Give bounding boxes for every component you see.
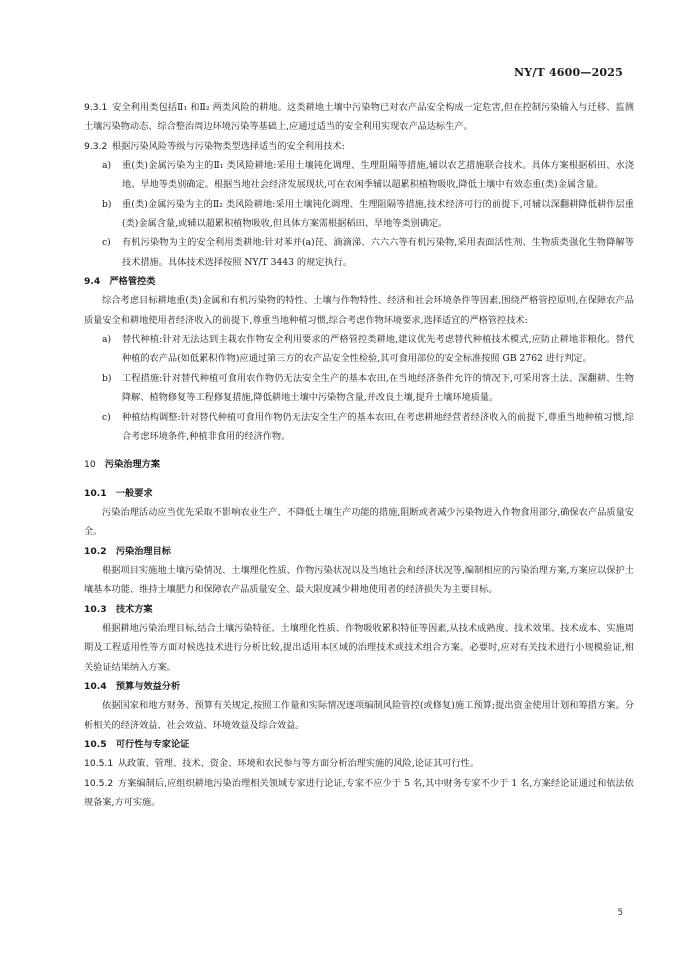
heading-title: 预算与效益分析	[115, 680, 181, 692]
clause-text: 方案编制后,应组织耕地污染治理相关领域专家进行论证,专家不应少于 5 名,其中财务专家不少于 1 名,方案经论证通过和依法依规备案,方可实施。	[84, 777, 634, 809]
heading-title: 污染治理目标	[115, 545, 171, 557]
clause-10-5-1	[84, 754, 634, 773]
clause-number: 9.3.1	[84, 102, 108, 113]
clause-text: 根据污染风险等级与污染物类型选择适当的安全利用技术:	[111, 140, 345, 152]
heading-10-5	[84, 735, 634, 754]
document-code-header: NY/T 4600—2025	[514, 66, 623, 79]
heading-10-1	[84, 484, 634, 503]
paragraph: 污染治理活动应当优先采取不影响农业生产、不降低土壤生产功能的措施,阻断或者减少污染物进入作物食用部分,确保农产品质量安全。	[84, 506, 634, 538]
list-item-text: 工程措施:针对替代种植可食用农作物仍无法安全生产的基本农田,在当地经济条件允许的情况下,可采用客土法、深翻耕、生物降解、植物修复等工程修复措施,降低耕地土壤中污染物含量,并改良土壤,提升土壤环境质量。	[122, 372, 634, 404]
heading-title: 污染治理方案	[104, 459, 161, 471]
heading-10-4	[84, 677, 634, 696]
clause-text: 从政策、管理、技术、资金、环境和农民参与等方面分析治理实施的风险,论证其可行性。	[117, 758, 480, 770]
heading-number: 10.5	[84, 739, 107, 750]
clause-9-3-2	[84, 137, 634, 156]
list-item-text: 重(类)金属污染为主的Ⅱ₁ 类风险耕地:采用土壤钝化调理、生理阻隔等措施,辅以农艺措施联合技术。具体方案根据稻田、水浇地、旱地等类别确定。根据当地社会经济发展现状,可在农闲季辅以超累积植物吸收,降低土壤中有效态重(类)金属含量。	[122, 160, 634, 191]
list-item-label: b)	[102, 372, 112, 384]
heading-number: 10.2	[84, 545, 107, 557]
document-body	[84, 98, 634, 812]
list-item-label: a)	[102, 334, 112, 346]
clause-9-3-1	[84, 98, 634, 137]
clause-10-5-2	[84, 774, 634, 813]
heading-title: 严格管控类	[109, 276, 156, 288]
heading-10-2	[84, 542, 634, 561]
clause-text: 安全利用类包括Ⅱ₁ 和Ⅱ₂ 两类风险的耕地。这类耕地土壤中污染物已对农产品安全构成一定危害,但在控制污染输入与迁移、监测土壤污染物动态、综合整治周边环境污染等基础上,应通过适当的安全利用实现农产品达标生产。	[84, 102, 634, 133]
clause-number: 10.5.1	[84, 758, 114, 770]
heading-10-3	[84, 600, 634, 619]
list-item-label: b)	[102, 198, 112, 210]
heading-10	[84, 455, 634, 474]
heading-9-4	[84, 272, 634, 291]
heading-number: 9.4	[84, 276, 101, 288]
list-item-label: c)	[102, 237, 111, 249]
list-item	[84, 233, 634, 272]
page-number: 5	[617, 908, 623, 918]
list-item	[84, 330, 634, 369]
heading-number: 10.3	[84, 603, 107, 615]
list-item	[84, 195, 634, 234]
heading-number: 10	[84, 459, 96, 471]
list-item	[84, 408, 634, 447]
clause-number: 10.5.2	[84, 777, 114, 789]
paragraph: 根据项目实施地土壤污染情况、土壤理化性质、作物污染状况以及当地社会和经济状况等,编制相应的污染治理方案,方案应以保护土壤基本功能、维持土壤肥力和保障农产品质量安全、最大限度减少耕地使用者的经济损失为主要目标。	[84, 564, 634, 596]
list-item	[84, 369, 634, 408]
heading-title: 可行性与专家论证	[115, 739, 190, 750]
list-item	[84, 156, 634, 195]
clause-number: 9.3.2	[84, 140, 108, 152]
paragraph: 依据国家和地方财务、预算有关规定,按照工作量和实际情况逐项编制风险管控(或修复)施工预算;提出资金使用计划和筹措方案。分析相关的经济效益、社会效益、环境效益及综合效益。	[84, 700, 634, 731]
heading-number: 10.4	[84, 680, 107, 692]
list-item-text: 替代种植:针对无法达到主栽农作物安全利用要求的严格管控类耕地,建议优先考虑替代种植技术模式,应防止耕地非粮化。替代种植的农产品(如低累积作物)应通过第三方的农产品安全性检验,其可食用部位的安全标准按照 GB 2762 进行判定。	[122, 334, 634, 365]
heading-number: 10.1	[84, 487, 107, 499]
paragraph: 综合考虑目标耕地重(类)金属和有机污染物的特性、土壤与作物特性、经济和社会环境条件等因素,围绕严格管控原则,在保障农产品质量安全和耕地使用者经济收入的前提下,尊重当地种植习惯,综合考虑作物环境要求,选择适宜的严格管控技术:	[84, 295, 634, 326]
list-item-text: 种植结构调整:针对替代种植可食用作物仍无法安全生产的基本农田,在考虑耕地经营者经济收入的前提下,尊重当地种植习惯,综合考虑环境条件,种植非食用的经济作物。	[122, 411, 634, 442]
list-item-label: a)	[102, 160, 112, 172]
paragraph: 根据耕地污染治理目标,结合土壤污染特征、土壤理化性质、作物吸收累积特征等因素,从技术成熟度、技术效果、技术成本、实施周期及工程适用性等方面对候选技术进行分析比较,提出适用本区域的治理技术或技术组合方案。必要时,应对有关技术进行小规模验证,相关验证结果纳入方案。	[84, 622, 634, 673]
list-item-text: 重(类)金属污染为主的Ⅱ₂ 类风险耕地:采用土壤钝化调理、生理阻隔等措施,技术经济可行的前提下,可辅以深翻耕降低耕作层重(类)金属含量,或辅以超累积植物吸收,但具体方案需根据稻田、旱地等类别确定。	[122, 198, 634, 230]
heading-title: 一般要求	[115, 487, 153, 499]
list-item-text: 有机污染物为主的安全利用类耕地:针对苯并(a)芘、滴滴涕、六六六等有机污染物,采用表面活性剂、生物质类强化生物降解等技术措施。具体技术选择按照 NY/T 3443 的规定执行。	[122, 237, 634, 268]
heading-title: 技术方案	[115, 603, 153, 615]
list-item-label: c)	[102, 411, 111, 423]
